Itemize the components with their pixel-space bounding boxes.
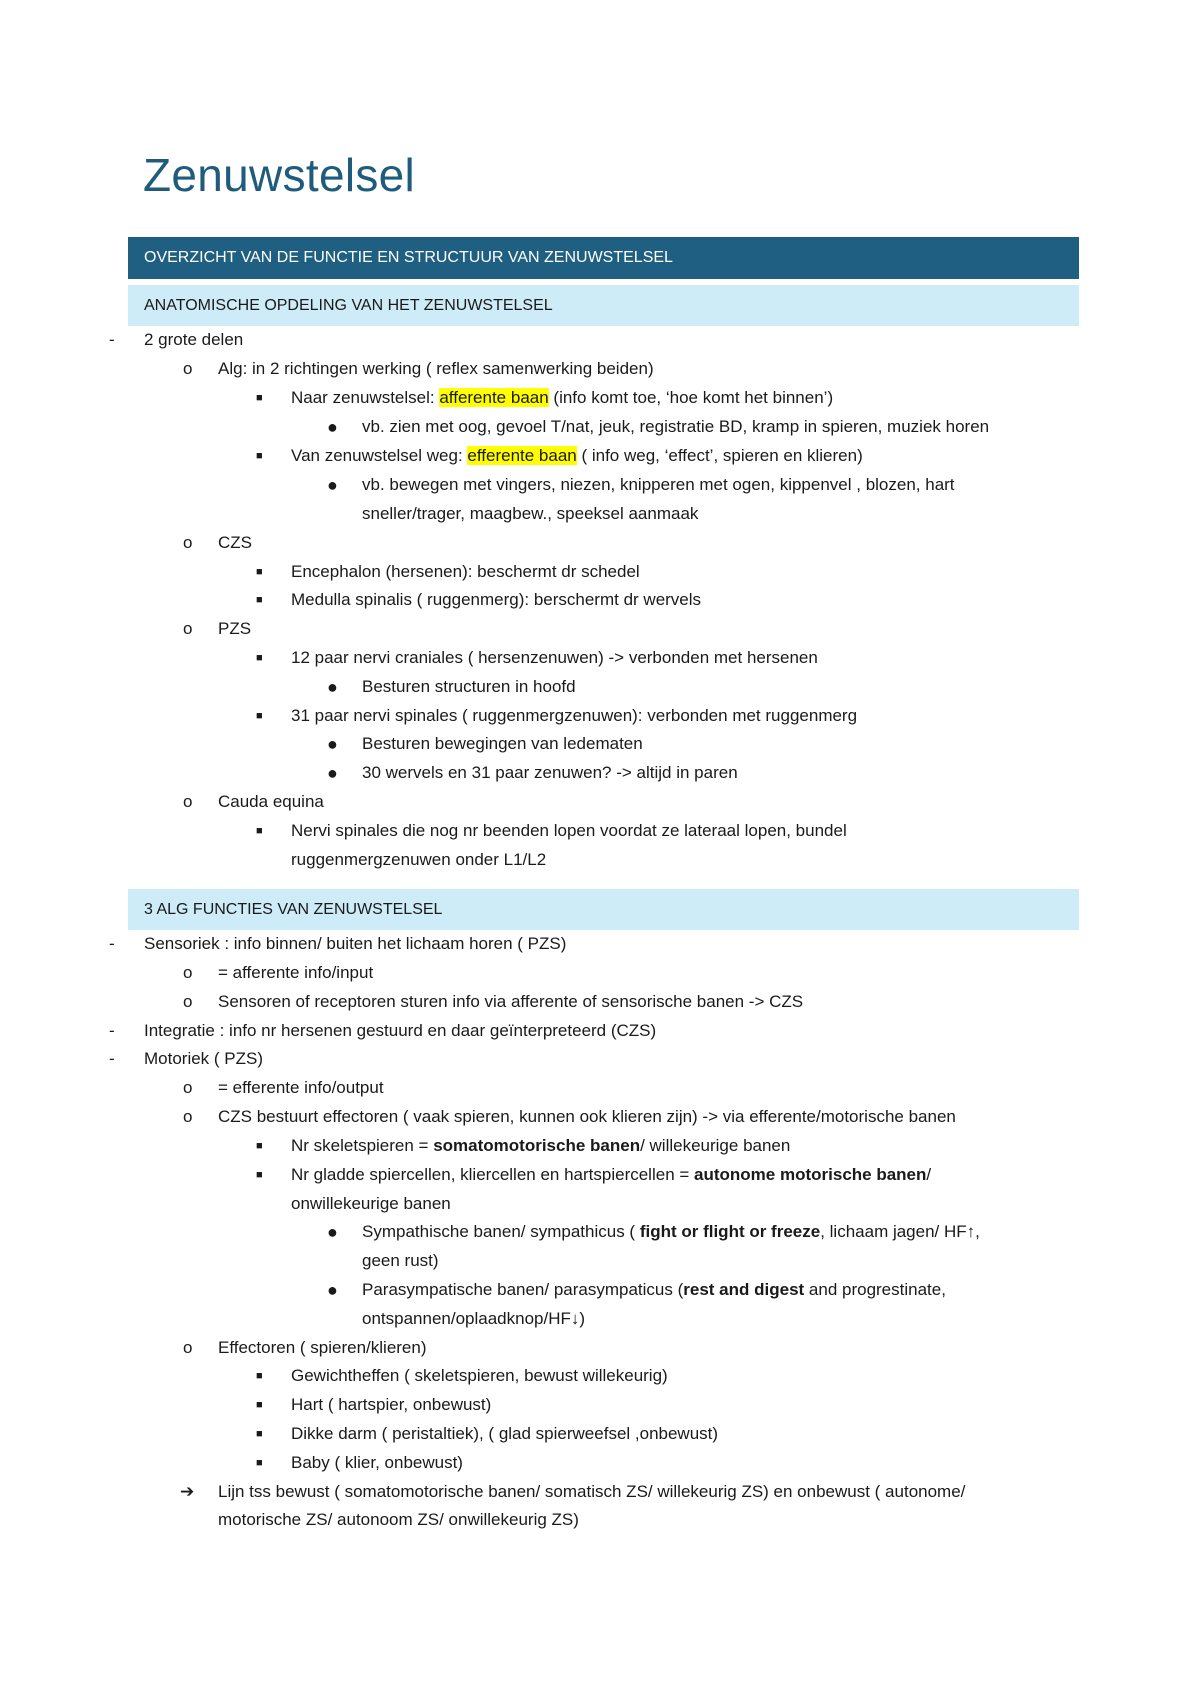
list-marker-square: ■ xyxy=(256,1399,263,1411)
list-marker-square: ■ xyxy=(256,1169,263,1181)
bold-term: rest and digest xyxy=(683,1280,805,1299)
list-item: Baby ( klier, onbewust) xyxy=(291,1453,463,1472)
list-item: Naar zenuwstelsel: afferente baan (info komt toe, ‘hoe komt het binnen’) xyxy=(291,388,834,407)
list-item-continued: ontspannen/oplaadknop/HF↓) xyxy=(362,1309,586,1328)
list-marker-dot: ● xyxy=(327,475,338,495)
arrow-icon: ➔ xyxy=(180,1482,195,1501)
list-marker-circle: o xyxy=(183,1338,193,1357)
list-marker-dot: ● xyxy=(327,1222,338,1242)
bold-term: fight or flight or freeze xyxy=(639,1222,821,1241)
list-item: Integratie : info nr hersenen gestuurd en daar geïnterpreteerd (CZS) xyxy=(144,1021,657,1040)
list-marker-dot: ● xyxy=(327,763,338,783)
subsection-heading-functions: 3 ALG FUNCTIES VAN ZENUWSTELSEL xyxy=(128,889,1079,930)
list-item: 31 paar nervi spinales ( ruggenmergzenuwen): verbonden met ruggenmerg xyxy=(291,706,858,725)
list-marker-square: ■ xyxy=(256,594,263,606)
list-item-continued: geen rust) xyxy=(362,1251,439,1270)
list-item: = efferente info/output xyxy=(218,1078,384,1097)
section-heading: OVERZICHT VAN DE FUNCTIE EN STRUCTUUR VAN ZENUWSTELSEL xyxy=(128,237,1079,279)
list-marker-circle: o xyxy=(183,963,193,982)
list-item: Sympathische banen/ sympathicus ( fight or flight or freeze, lichaam jagen/ HF↑, xyxy=(362,1222,980,1241)
list-item-continued: ruggenmergzenuwen onder L1/L2 xyxy=(291,850,547,869)
list-item: Sensoren of receptoren sturen info via afferente of sensorische banen -> CZS xyxy=(218,992,804,1011)
list-marker-square: ■ xyxy=(256,1370,263,1382)
subsection-heading-anatomy: ANATOMISCHE OPDELING VAN HET ZENUWSTELSEL xyxy=(128,285,1079,326)
list-item: Gewichtheffen ( skeletspieren, bewust willekeurig) xyxy=(291,1366,668,1385)
list-marker-dot: ● xyxy=(327,417,338,437)
list-item-continued: motorische ZS/ autonoom ZS/ onwillekeurig ZS) xyxy=(218,1510,579,1529)
list-marker-circle: o xyxy=(183,792,193,811)
list-item: Besturen structuren in hoofd xyxy=(362,677,576,696)
list-item: Motoriek ( PZS) xyxy=(144,1049,264,1068)
list-marker-square: ■ xyxy=(256,825,263,837)
list-marker-circle: o xyxy=(183,992,193,1011)
list-marker-circle: o xyxy=(183,1078,193,1097)
list-item: Nr skeletspieren = somatomotorische banen/ willekeurige banen xyxy=(291,1136,791,1155)
list-marker-square: ■ xyxy=(256,1140,263,1152)
list-item: Encephalon (hersenen): beschermt dr schedel xyxy=(291,562,640,581)
list-item: Cauda equina xyxy=(218,792,324,811)
list-item: Lijn tss bewust ( somatomotorische banen/ somatisch ZS/ willekeurig ZS) en onbewust ( autonome/ xyxy=(218,1482,966,1501)
list-item: 12 paar nervi craniales ( hersenzenuwen) -> verbonden met hersenen xyxy=(291,648,818,667)
highlight-efferent: efferente baan xyxy=(467,446,577,465)
list-marker-dot: ● xyxy=(327,1280,338,1300)
list-item: Sensoriek : info binnen/ buiten het lichaam horen ( PZS) xyxy=(144,934,567,953)
list-item: Nr gladde spiercellen, kliercellen en hartspiercellen = autonome motorische banen/ xyxy=(291,1165,932,1184)
list-item-continued: onwillekeurige banen xyxy=(291,1194,451,1213)
list-item: Dikke darm ( peristaltiek), ( glad spierweefsel ,onbewust) xyxy=(291,1424,719,1443)
list-item: Nervi spinales die nog nr beenden lopen voordat ze lateraal lopen, bundel xyxy=(291,821,847,840)
list-marker-circle: o xyxy=(183,533,193,552)
list-item: 30 wervels en 31 paar zenuwen? -> altijd in paren xyxy=(362,763,738,782)
list-marker-dash: - xyxy=(109,330,115,349)
list-marker-circle: o xyxy=(183,619,193,638)
list-marker-dash: - xyxy=(109,1049,115,1068)
list-item: Medulla spinalis ( ruggenmerg): berschermt dr wervels xyxy=(291,590,702,609)
list-marker-square: ■ xyxy=(256,652,263,664)
list-item: Besturen bewegingen van ledematen xyxy=(362,734,643,753)
list-item: Hart ( hartspier, onbewust) xyxy=(291,1395,492,1414)
page-title: Zenuwstelsel xyxy=(143,149,416,201)
list-marker-dash: - xyxy=(109,934,115,953)
list-marker-dot: ● xyxy=(327,677,338,697)
list-item: PZS xyxy=(218,619,252,638)
list-item: Effectoren ( spieren/klieren) xyxy=(218,1338,427,1357)
list-marker-square: ■ xyxy=(256,566,263,578)
list-item: CZS xyxy=(218,533,252,552)
list-marker-square: ■ xyxy=(256,710,263,722)
list-marker-dash: - xyxy=(109,1021,115,1040)
list-item: Alg: in 2 richtingen werking ( reflex samenwerking beiden) xyxy=(218,359,654,378)
list-item: CZS bestuurt effectoren ( vaak spieren, kunnen ook klieren zijn) -> via efferente/motorische banen xyxy=(218,1107,956,1126)
list-marker-square: ■ xyxy=(256,450,263,462)
list-marker-square: ■ xyxy=(256,1428,263,1440)
list-item: 2 grote delen xyxy=(144,330,244,349)
list-marker-square: ■ xyxy=(256,1457,263,1469)
list-item: Van zenuwstelsel weg: efferente baan ( info weg, ‘effect’, spieren en klieren) xyxy=(291,446,863,465)
highlight-afferent: afferente baan xyxy=(439,388,549,407)
bold-term: autonome motorische banen xyxy=(694,1165,927,1184)
list-item: Parasympatische banen/ parasympaticus (rest and digest and progrestinate, xyxy=(362,1280,946,1299)
list-marker-circle: o xyxy=(183,1107,193,1126)
list-marker-circle: o xyxy=(183,359,193,378)
list-marker-dot: ● xyxy=(327,734,338,754)
list-item: vb. zien met oog, gevoel T/nat, jeuk, registratie BD, kramp in spieren, muziek horen xyxy=(362,417,990,436)
bold-term: somatomotorische banen xyxy=(433,1136,641,1155)
list-marker-square: ■ xyxy=(256,392,263,404)
list-item-continued: sneller/trager, maagbew., speeksel aanmaak xyxy=(362,504,699,523)
list-item: vb. bewegen met vingers, niezen, knipperen met ogen, kippenvel , blozen, hart xyxy=(362,475,955,494)
list-item: = afferente info/input xyxy=(218,963,374,982)
